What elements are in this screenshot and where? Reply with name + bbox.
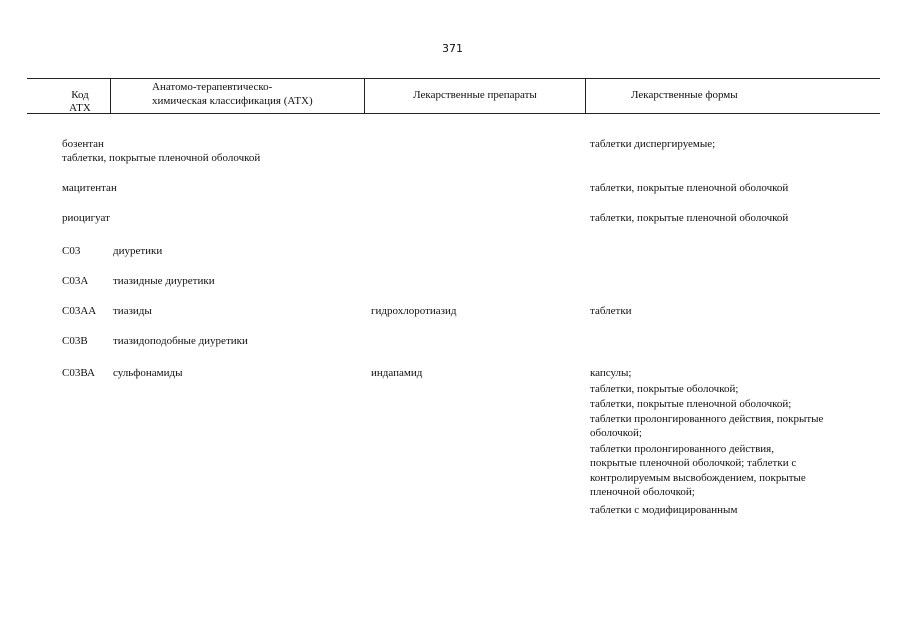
atc-classification: тиазидные диуретики: [113, 275, 215, 287]
header-classification-line2: химическая классификация (АТХ): [152, 95, 313, 107]
header-bottom-rule: [27, 113, 880, 114]
dosage-form: таблетки пролонгированного действия, покрытые: [590, 413, 824, 425]
atc-code: С03ВА: [62, 367, 95, 379]
dosage-form: контролируемым высвобождением, покрытые: [590, 472, 806, 484]
header-code-line1: Код: [71, 89, 89, 101]
atc-classification: сульфонамиды: [113, 367, 183, 379]
header-divider-1: [110, 79, 111, 113]
drug-name: бозентан: [62, 138, 104, 150]
dosage-form: оболочкой;: [590, 427, 642, 439]
header-top-rule: [27, 78, 880, 79]
drug-name: мацитентан: [62, 182, 117, 194]
dosage-form: капсулы;: [590, 367, 632, 379]
header-code-line2: АТХ: [69, 102, 91, 114]
drug-form-continuation: таблетки, покрытые пленочной оболочкой: [62, 152, 261, 164]
atc-code: С03А: [62, 275, 89, 287]
header-forms: Лекарственные формы: [631, 89, 738, 101]
header-classification-line1: Анатомо-терапевтическо-: [152, 81, 273, 93]
drug-name: риоцигуат: [62, 212, 110, 224]
dosage-form: покрытые пленочной оболочкой; таблетки с: [590, 457, 797, 469]
dosage-form: таблетки, покрытые пленочной оболочкой: [590, 212, 789, 224]
drug-name: гидрохлоротиазид: [371, 305, 457, 317]
header-divider-3: [585, 79, 586, 113]
atc-code: С03АА: [62, 305, 97, 317]
dosage-form: таблетки пролонгированного действия,: [590, 443, 774, 455]
header-drugs: Лекарственные препараты: [413, 89, 537, 101]
header-divider-2: [364, 79, 365, 113]
atc-code: С03: [62, 245, 81, 257]
atc-classification: диуретики: [113, 245, 163, 257]
dosage-form: таблетки, покрытые пленочной оболочкой;: [590, 398, 792, 410]
dosage-form: таблетки с модифицированным: [590, 504, 738, 516]
dosage-form: таблетки, покрытые оболочкой;: [590, 383, 739, 395]
atc-classification: тиазидоподобные диуретики: [113, 335, 248, 347]
atc-code: С03В: [62, 335, 88, 347]
dosage-form: таблетки, покрытые пленочной оболочкой: [590, 182, 789, 194]
dosage-form: пленочной оболочкой;: [590, 486, 695, 498]
dosage-form: таблетки диспергируемые;: [590, 138, 716, 150]
page-number: 371: [442, 42, 463, 55]
dosage-form: таблетки: [590, 305, 632, 317]
atc-classification: тиазиды: [113, 305, 152, 317]
drug-name: индапамид: [371, 367, 423, 379]
